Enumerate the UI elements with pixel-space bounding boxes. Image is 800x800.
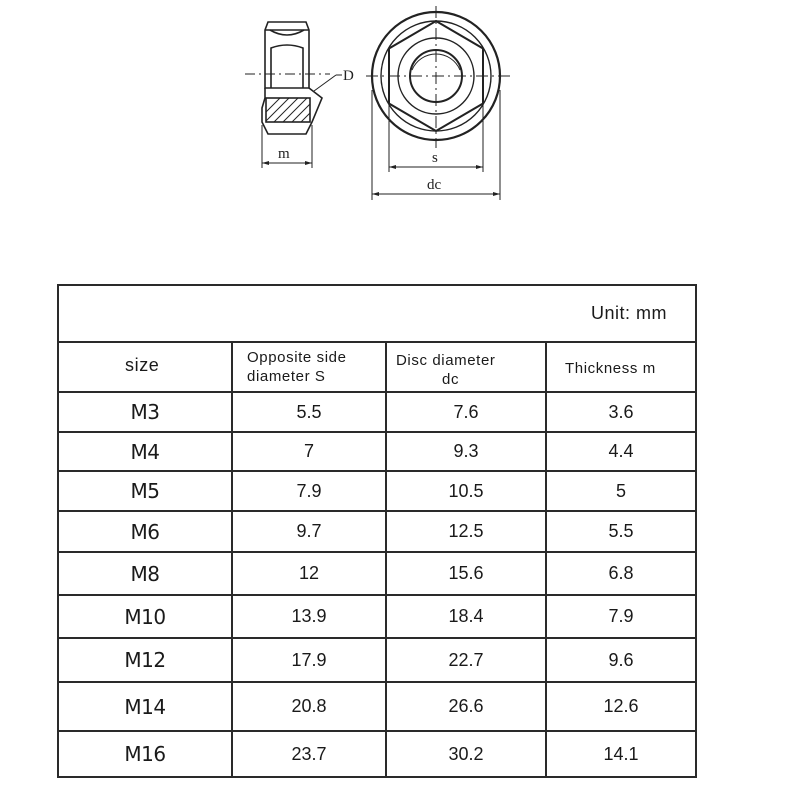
cell-dc: 18.4 bbox=[387, 596, 547, 637]
header-s-line2: diameter S bbox=[247, 368, 326, 385]
header-s bbox=[233, 343, 387, 393]
cell-s: 12 bbox=[233, 553, 387, 594]
cell-s: 13.9 bbox=[233, 596, 387, 637]
table-row bbox=[59, 512, 695, 553]
spec-table bbox=[57, 284, 697, 778]
cell-m: 5 bbox=[615, 480, 626, 501]
cell-size: M12 bbox=[59, 639, 233, 681]
cell-size: M6 bbox=[59, 512, 233, 551]
cell-s: 5.5 bbox=[233, 393, 387, 431]
cell-m: 12.6 bbox=[603, 696, 639, 716]
cell-m: 3.6 bbox=[608, 401, 634, 422]
flange-nut-drawing bbox=[0, 0, 800, 230]
cell-s: 7.9 bbox=[233, 472, 387, 510]
header-m-label: Thickness m bbox=[565, 360, 656, 377]
header-s-line1: Opposite side bbox=[247, 349, 347, 366]
header-size-label: size bbox=[125, 355, 160, 375]
unit-row bbox=[59, 286, 695, 343]
header-m bbox=[547, 343, 695, 393]
table-row bbox=[59, 683, 695, 732]
header-dc-line1: Disc diameter bbox=[396, 352, 496, 369]
cell-size: M16 bbox=[59, 732, 233, 776]
cell-m: 6.8 bbox=[608, 563, 634, 583]
cell-dc: 7.6 bbox=[387, 393, 547, 431]
thread-label: D bbox=[343, 68, 354, 84]
cell-s: 20.8 bbox=[233, 683, 387, 730]
cell-s: 23.7 bbox=[233, 732, 387, 776]
cell-size: M3 bbox=[59, 393, 233, 431]
header-dc-line2: dc bbox=[442, 371, 460, 388]
cell-m: 7.9 bbox=[608, 606, 634, 626]
table-row bbox=[59, 732, 695, 776]
table-row bbox=[59, 393, 695, 433]
cell-s: 7 bbox=[233, 433, 387, 470]
header-size bbox=[59, 343, 233, 393]
top-view bbox=[366, 6, 510, 200]
header-dc bbox=[387, 343, 547, 393]
table-row bbox=[59, 433, 695, 472]
table-row bbox=[59, 639, 695, 683]
table-row bbox=[59, 553, 695, 596]
cell-dc: 26.6 bbox=[387, 683, 547, 730]
cell-dc: 9.3 bbox=[387, 433, 547, 470]
height-label: m bbox=[278, 146, 290, 162]
table-row bbox=[59, 596, 695, 639]
table-row bbox=[59, 472, 695, 512]
cell-size: M5 bbox=[59, 472, 233, 510]
cell-dc: 30.2 bbox=[387, 732, 547, 776]
cell-dc: 12.5 bbox=[387, 512, 547, 551]
cell-s: 17.9 bbox=[233, 639, 387, 681]
cell-m: 14.1 bbox=[603, 743, 639, 764]
cell-dc: 15.6 bbox=[387, 553, 547, 594]
cell-size: M4 bbox=[59, 433, 233, 470]
cell-dc: 22.7 bbox=[387, 639, 547, 681]
side-view bbox=[245, 22, 342, 168]
cell-size: M8 bbox=[59, 553, 233, 594]
cell-size: M10 bbox=[59, 596, 233, 637]
disc-label: dc bbox=[427, 177, 442, 193]
cell-m: 5.5 bbox=[608, 521, 634, 541]
cell-m: 9.6 bbox=[608, 649, 634, 670]
cell-m: 4.4 bbox=[608, 441, 634, 461]
cell-s: 9.7 bbox=[233, 512, 387, 551]
cell-size: M14 bbox=[59, 683, 233, 730]
across-flats-label: s bbox=[432, 150, 438, 166]
unit-label: Unit: mm bbox=[591, 303, 667, 323]
cell-dc: 10.5 bbox=[387, 472, 547, 510]
